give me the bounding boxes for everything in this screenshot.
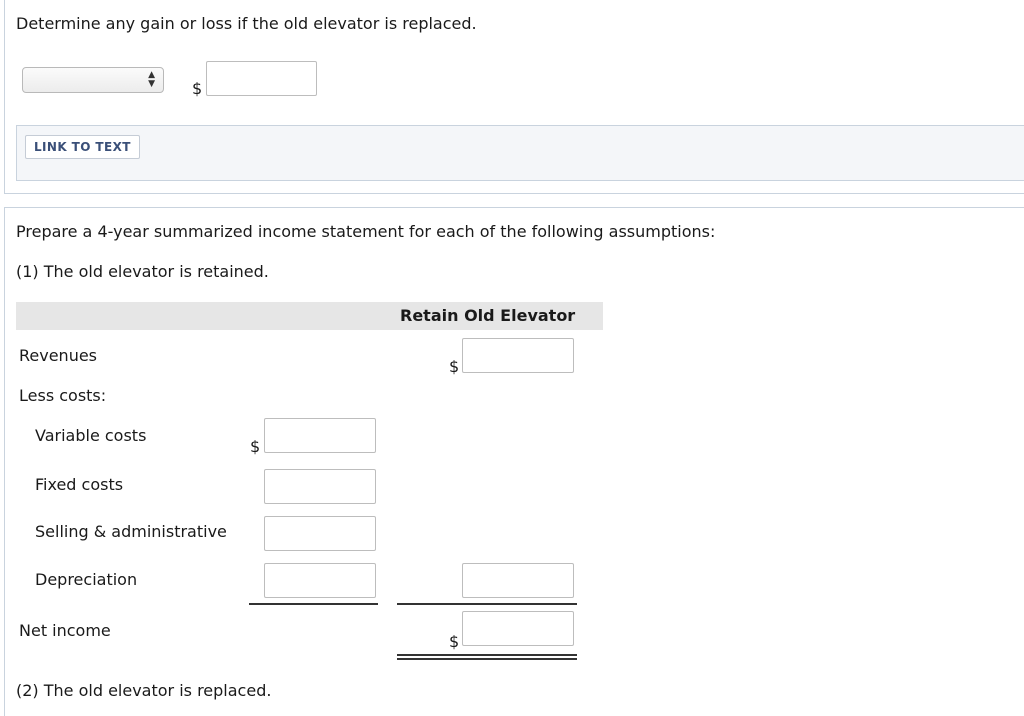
row-label-variable-costs: Variable costs — [35, 426, 147, 445]
row-label-less-costs: Less costs: — [19, 386, 107, 405]
link-panel — [16, 125, 1024, 181]
currency-symbol: $ — [449, 357, 460, 376]
part1-label: (1) The old elevator is retained. — [16, 262, 269, 281]
row-label-net-income: Net income — [19, 621, 111, 640]
revenues-input[interactable] — [462, 338, 574, 373]
select-arrows-icon: ▲ ▼ — [148, 70, 155, 89]
part2-label: (2) The old elevator is replaced. — [16, 681, 272, 700]
subtotal-rule — [249, 603, 378, 605]
gain-loss-amount-input[interactable] — [206, 61, 317, 96]
currency-symbol: $ — [250, 437, 261, 456]
currency-symbol: $ — [449, 632, 460, 651]
row-label-revenues: Revenues — [19, 346, 98, 365]
row-label-fixed-costs: Fixed costs — [35, 475, 124, 494]
net-income-input[interactable] — [462, 611, 574, 646]
total-costs-input[interactable] — [462, 563, 574, 598]
row-label-depreciation: Depreciation — [35, 570, 138, 589]
depreciation-input[interactable] — [264, 563, 376, 598]
gain-loss-question: Determine any gain or loss if the old elevator is replaced. — [16, 14, 477, 33]
table-header — [16, 302, 603, 330]
income-statement-question: Prepare a 4-year summarized income statement for each of the following assumptions: — [16, 222, 716, 241]
subtotal-rule — [397, 603, 577, 605]
total-double-rule-top — [397, 654, 577, 656]
selling-admin-input[interactable] — [264, 516, 376, 551]
link-to-text-button[interactable]: LINK TO TEXT — [25, 135, 140, 159]
gain-loss-select[interactable] — [22, 67, 164, 93]
variable-costs-input[interactable] — [264, 418, 376, 453]
column-header-retain: Retain Old Elevator — [400, 306, 576, 325]
fixed-costs-input[interactable] — [264, 469, 376, 504]
row-label-selling-admin: Selling & administrative — [35, 522, 227, 541]
total-double-rule-bottom — [397, 658, 577, 660]
currency-symbol: $ — [192, 79, 203, 98]
